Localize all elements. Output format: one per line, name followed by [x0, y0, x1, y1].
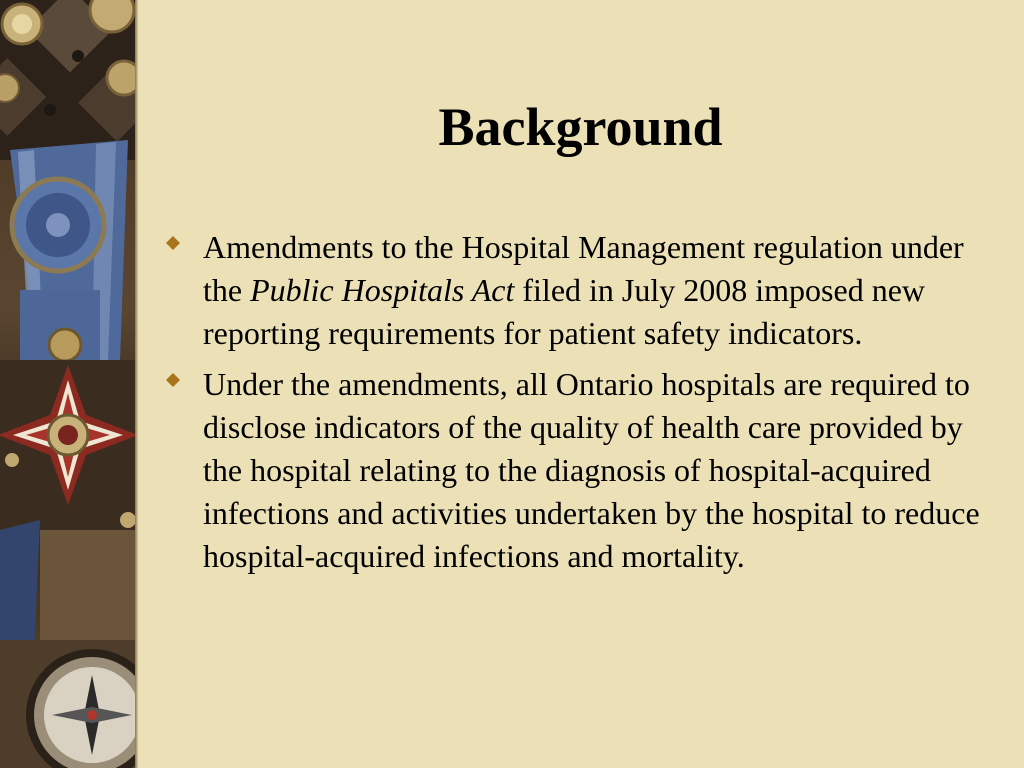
bullet-text-after: filed in July 2008 imposed new reporting requirements for patient safety indicators.	[203, 272, 925, 351]
bullet-item	[166, 226, 996, 355]
buttons-image	[0, 0, 137, 160]
bullet-text: Under the amendments, all Ontario hospitals are required to disclose indicators of the quality of health care provided by the hospital relating to the diagnosis of hospital-acquired infections and activities undertaken by the hospital to reduce hospital-acquired infections and mortality.	[203, 366, 980, 574]
act-name-italic: Public Hospitals Act	[250, 272, 515, 308]
bullet-text	[203, 229, 964, 351]
bullet-list	[166, 226, 996, 586]
decorative-image-strip	[0, 0, 137, 768]
bullet-text-before: Amendments to the Hospital Management regulation under the	[203, 229, 964, 308]
slide-title: Background	[438, 97, 723, 157]
diamond-bullet-icon	[166, 236, 180, 250]
compass-image	[0, 640, 137, 768]
bullet-item	[166, 363, 996, 578]
diamond-bullet-icon	[166, 373, 180, 387]
